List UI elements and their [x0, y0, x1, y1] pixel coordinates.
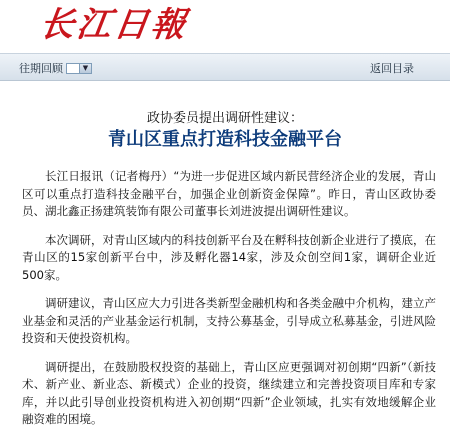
newspaper-logo: 长江日報	[37, 5, 191, 45]
return-to-contents-link[interactable]: 返回目录	[370, 62, 414, 75]
past-review-label: 往期回顾	[19, 62, 63, 75]
article-paragraph: 长江日报讯（记者梅丹）“为进一步促进区域内新民营经济企业的发展，青山区可以重点打造科技金融平台，加强企业创新资金保障”。昨日，青山区政协委员、湖北鑫正扬建筑装饰有限公司董事长刘进波提出调研性建议。	[22, 169, 436, 218]
article-paragraph: 本次调研，对青山区域内的科技创新平台及在孵科技创新企业进行了摸底，在青山区的15家创新平台中，涉及孵化器14家，涉及众创空间1家，调研企业近500家。	[22, 232, 436, 282]
article-paragraph: 调研提出，在鼓励股权投资的基础上，青山区应更强调对初创期“四新”（新技术、新产业、新业态、新模式）企业的投资，继续建立和完善投资项目库和专家库，并以此引导创业投资机构进入初创期“四新”企业领域，扎实有效地缓解企业融资难的困境。	[22, 359, 436, 426]
past-review-select[interactable]	[66, 63, 80, 74]
article-subtitle: 政协委员提出调研性建议：	[146, 111, 303, 126]
article-body	[22, 168, 436, 440]
masthead	[0, 0, 450, 53]
article-headline: 青山区重点打造科技金融平台	[108, 129, 342, 150]
article-paragraph: 调研建议，青山区应大力引进各类新型金融机构和各类金融中介机构，建立产业基金和灵活的产业基金运行机制，支持公募基金，引导成立私募基金，引进风险投资和天使投资机构。	[22, 296, 436, 345]
past-review-group	[19, 60, 92, 76]
nav-bar	[0, 53, 450, 81]
chevron-down-icon[interactable]: ▼	[80, 63, 92, 74]
